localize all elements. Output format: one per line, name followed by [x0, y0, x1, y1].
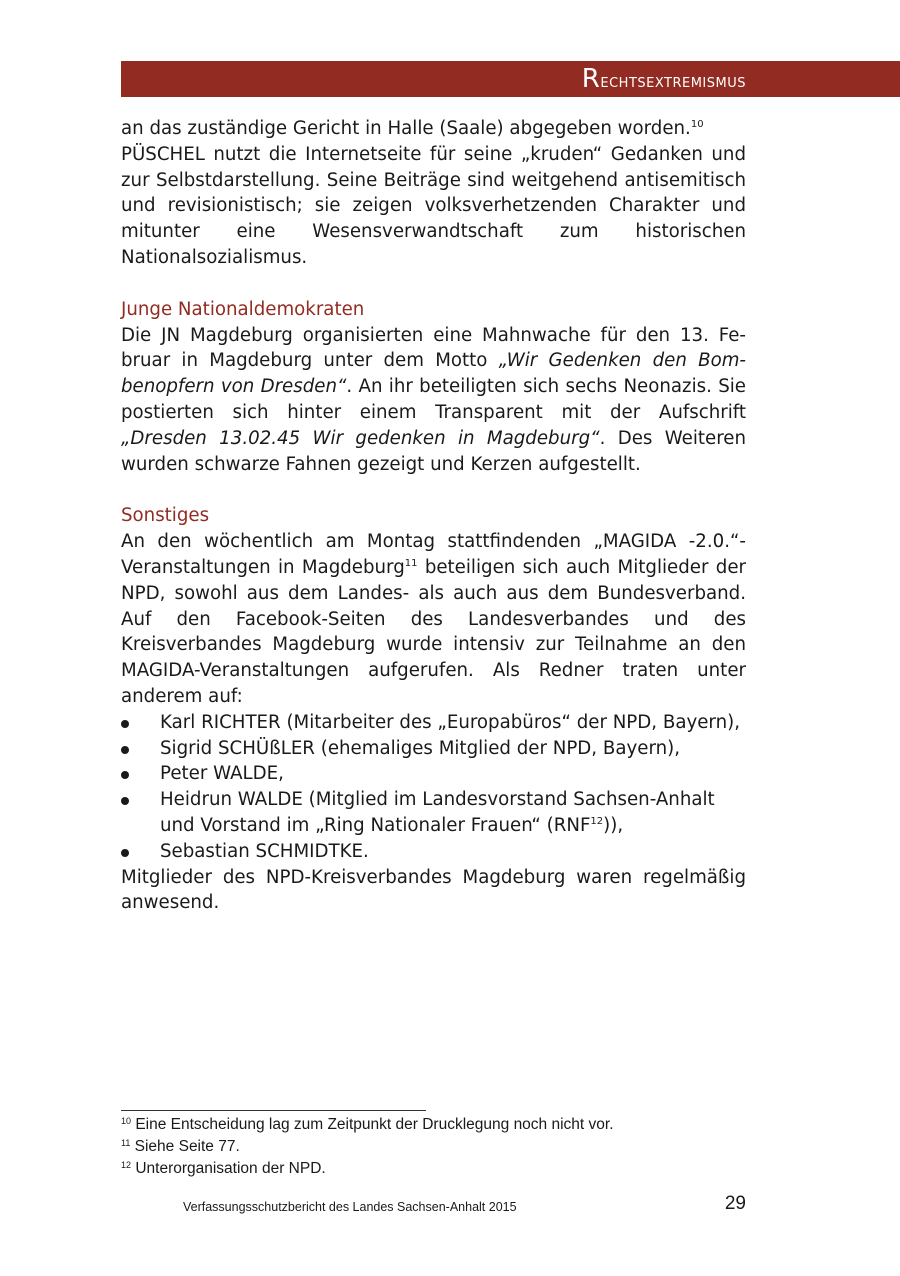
footnote-ref-11: 11: [404, 557, 418, 569]
sonstiges-text-2: beteiligen sich auch Mitglieder der NPD, sowohl aus dem Landes- als auch aus dem Bundesverband. Auf den Facebook-Seiten des Landesverbandes und des Kreisverbandes Magdeburg wurde intensiv zur Teilnahme an den MAGIDA-Veranstaltungen aufgerufen. Als Redner traten unter anderem auf:: [121, 556, 746, 707]
list-item-text: Peter WALDE,: [160, 763, 284, 785]
footnote-11: [121, 1136, 761, 1158]
list-item-text: Heidrun WALDE (Mitglied im Landesvorstand Sachsen-Anhalt und Vorstand im „Ring Nationaler Frauen“ (RNF: [160, 789, 715, 836]
jn-text-2: . An ihr beteiligten sich sechs Neonazis. Sie postierten sich hinter einem Transparent mit der Aufschrift: [121, 376, 746, 423]
footnote-text: Unterorganisation der NPD.: [131, 1160, 326, 1177]
sonstiges-text-1: An den wöchentlich am Montag stattfindenden „MAGIDA -2.0.“-Veranstaltungen in Magdeburg: [121, 531, 746, 578]
footnote-number: 12: [121, 1160, 132, 1170]
bullet-icon: [121, 720, 129, 728]
closing-paragraph: Mitglieder des NPD-Kreisverbandes Magdeburg waren regelmäßig anwesend.: [121, 866, 746, 914]
list-item-text-end: )),: [603, 814, 624, 836]
bullet-icon: [121, 849, 129, 857]
jn-text-3: . Des Weiteren wurden schwarze Fahnen gezeigt und Kerzen aufgestellt.: [121, 427, 746, 475]
footnote-ref-10: 10: [690, 119, 704, 130]
footnote-12: [121, 1158, 761, 1180]
sonstiges-paragraph: [121, 529, 746, 710]
list-item: [121, 761, 746, 787]
jn-banner-text: „Dresden 13.02.45 Wir gedenken in Magdeburg“: [121, 427, 600, 449]
jn-paragraph: [121, 323, 746, 478]
chapter-title: [582, 63, 746, 97]
chapter-title-rest: echtsextremismus: [600, 70, 746, 92]
footer-publication-title: Verfassungsschutzbericht des Landes Sachsen-Anhalt 2015: [183, 1200, 517, 1214]
footnote-number: 11: [121, 1138, 131, 1148]
main-content: [121, 116, 746, 916]
list-item: [121, 710, 746, 736]
intro-text-1: an das zuständige Gericht in Halle (Saale) abgegeben worden.: [121, 118, 691, 139]
list-item-text: Sigrid SCHÜßLER (ehemaliges Mitglied der NPD, Bayern),: [160, 737, 681, 759]
bullet-icon: [121, 797, 129, 805]
bullet-icon: [121, 771, 129, 779]
footnote-ref-12: 12: [590, 815, 604, 827]
footnotes: [121, 1114, 761, 1180]
list-item-text: Sebastian SCHMIDTKE.: [160, 840, 369, 862]
jn-motto: „Wir Gedenken den Bombenopfern von Dresden“: [121, 350, 746, 398]
page-number: 29: [724, 1193, 746, 1214]
intro-paragraph: [121, 116, 746, 271]
footnote-text: Siehe Seite 77.: [130, 1138, 240, 1155]
heading-sonstiges: Sonstiges: [121, 505, 210, 527]
footnote-text: Eine Entscheidung lag zum Zeitpunkt der Drucklegung noch nicht vor.: [131, 1116, 614, 1133]
footnote-number: 10: [121, 1116, 132, 1126]
list-item-text: Karl RICHTER (Mitarbeiter des „Europabüros“ der NPD, Bayern),: [160, 711, 740, 733]
chapter-header-bar: [121, 61, 900, 97]
intro-text-2: PÜSCHEL nutzt die Internetseite für seine „kruden“ Gedanken und zur Selbstdarstellung. Seine Beiträge sind weitgehend antisemitisch und revisionistisch; sie zeigen volksverhetzenden Charakter und mitunter eine Wesensverwandtschaft zum historischen Nationalsozialismus.: [121, 143, 746, 268]
list-item: [121, 736, 746, 762]
speaker-list: [121, 710, 746, 865]
jn-text-1: Die JN Magdeburg organisierten eine Mahnwache für den 13. Februar in Magdeburg unter dem Motto: [121, 324, 746, 372]
bullet-icon: [121, 746, 129, 754]
footnote-10: [121, 1114, 761, 1136]
heading-junge-nationaldemokraten: Junge Nationaldemokraten: [121, 298, 365, 320]
chapter-title-initial: R: [581, 64, 601, 94]
list-item: [121, 839, 746, 865]
list-item: [121, 787, 746, 839]
footnote-divider: [121, 1110, 426, 1111]
